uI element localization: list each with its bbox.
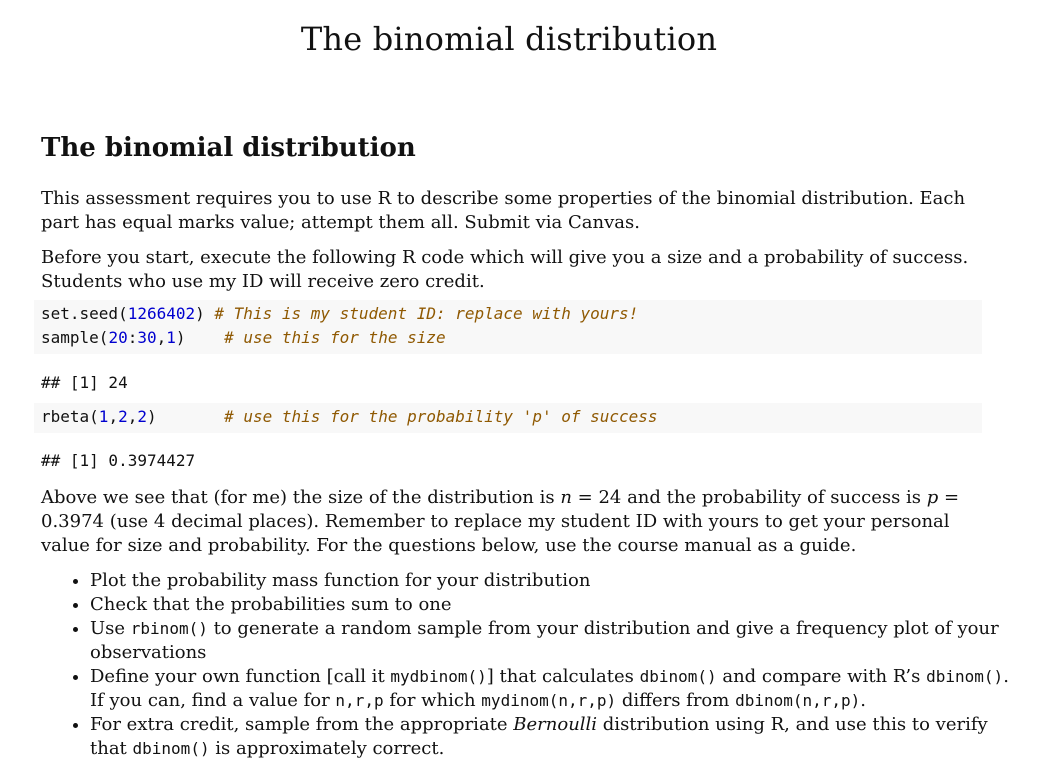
text-run: for which [383,690,482,711]
text-run: to generate a random sample from your distribution and give a frequency plot of your observations [90,618,999,663]
inline-code: dbinom() [639,667,717,686]
setup-paragraph: Before you start, execute the following R code which will give you a size and a probability of success. Students who use my ID will receive zero credit. [41,247,969,292]
code-number: 2 [118,407,128,426]
code-comment: # use this for the size [224,328,446,347]
code-punct: ) [147,407,225,426]
text-run: = 0.3974 [41,487,960,532]
code-number: 30 [137,328,157,347]
inline-code: mydinom(n,r,p) [481,691,617,710]
result-paragraph [41,486,979,558]
text-run: . [860,690,867,711]
inline-code: n,r,p [335,691,384,710]
text-run: ] that calculates [486,666,640,687]
code-fn: set.seed( [41,304,128,323]
document-title: The binomial distribution [300,20,718,58]
text-run: (use 4 decimal places). Remember to replace my student ID with yours to get your personal value for size and probability. For the questions below, use the course manual as a guide. [41,511,950,556]
inline-code: dbinom() [132,739,210,758]
section-heading: The binomial distribution [41,133,416,163]
code-number: 1 [98,407,109,426]
task-list [58,569,1012,761]
code-comment: # use this for the probability 'p' of success [224,407,658,426]
text-run: Define your own function [call it [90,666,391,687]
code-fn: rbeta( [41,407,99,426]
code-punct: , [127,407,138,426]
text-run: differs from [616,690,736,711]
text-run: . If you can, find a value for [90,666,1009,711]
task-item: • Plot the probability mass function for your distribution [90,569,1012,593]
code-output-size: ## [1] 24 [41,373,128,392]
code-number: 1266402 [127,304,196,323]
inline-code: dbinom() [926,667,1004,686]
code-punct: , [108,407,119,426]
emphasis: Bernoulli [513,714,598,735]
text-run: is approximately correct. [209,738,445,759]
code-punct: ) [175,328,225,347]
task-item: • Check that the probabilities sum to one [90,593,1012,617]
code-number: 1 [166,328,176,347]
code-number: 20 [108,328,128,347]
text-run: distribution using R, and use this to verify that [90,714,988,759]
code-punct: : [127,328,138,347]
code-block-rbeta [34,403,982,433]
text-run: For extra credit, sample from the appropriate [90,714,514,735]
intro-paragraph: This assessment requires you to use R to describe some properties of the binomial distribution. Each part has equal marks value; attempt them all. Submit via Canvas. [41,188,966,233]
inline-code: rbinom() [130,619,208,638]
task-item [90,617,1012,665]
text-run: Above we see that (for me) the size of the distribution is [41,487,561,508]
task-item [90,713,1012,761]
code-comment: # This is my student ID: replace with yours! [214,304,639,323]
text-run: Use [90,618,131,639]
inline-code: mydbinom() [390,667,487,686]
code-punct: ) [195,304,215,323]
code-block-seed [34,300,982,354]
code-line-set-seed [41,302,975,326]
code-punct: , [156,328,167,347]
code-line-sample [41,326,975,350]
math-var-p: p [926,487,939,508]
inline-code: dbinom(n,r,p) [735,691,861,710]
code-number: 2 [137,407,147,426]
code-output-probability: ## [1] 0.3974427 [41,451,196,470]
text-run: and compare with R’s [716,666,927,687]
code-fn: sample( [41,328,109,347]
task-item [90,665,1012,713]
text-run: = 24 and the probability of success is [571,487,927,508]
math-var-n: n [560,487,572,508]
code-line-rbeta [41,405,975,429]
